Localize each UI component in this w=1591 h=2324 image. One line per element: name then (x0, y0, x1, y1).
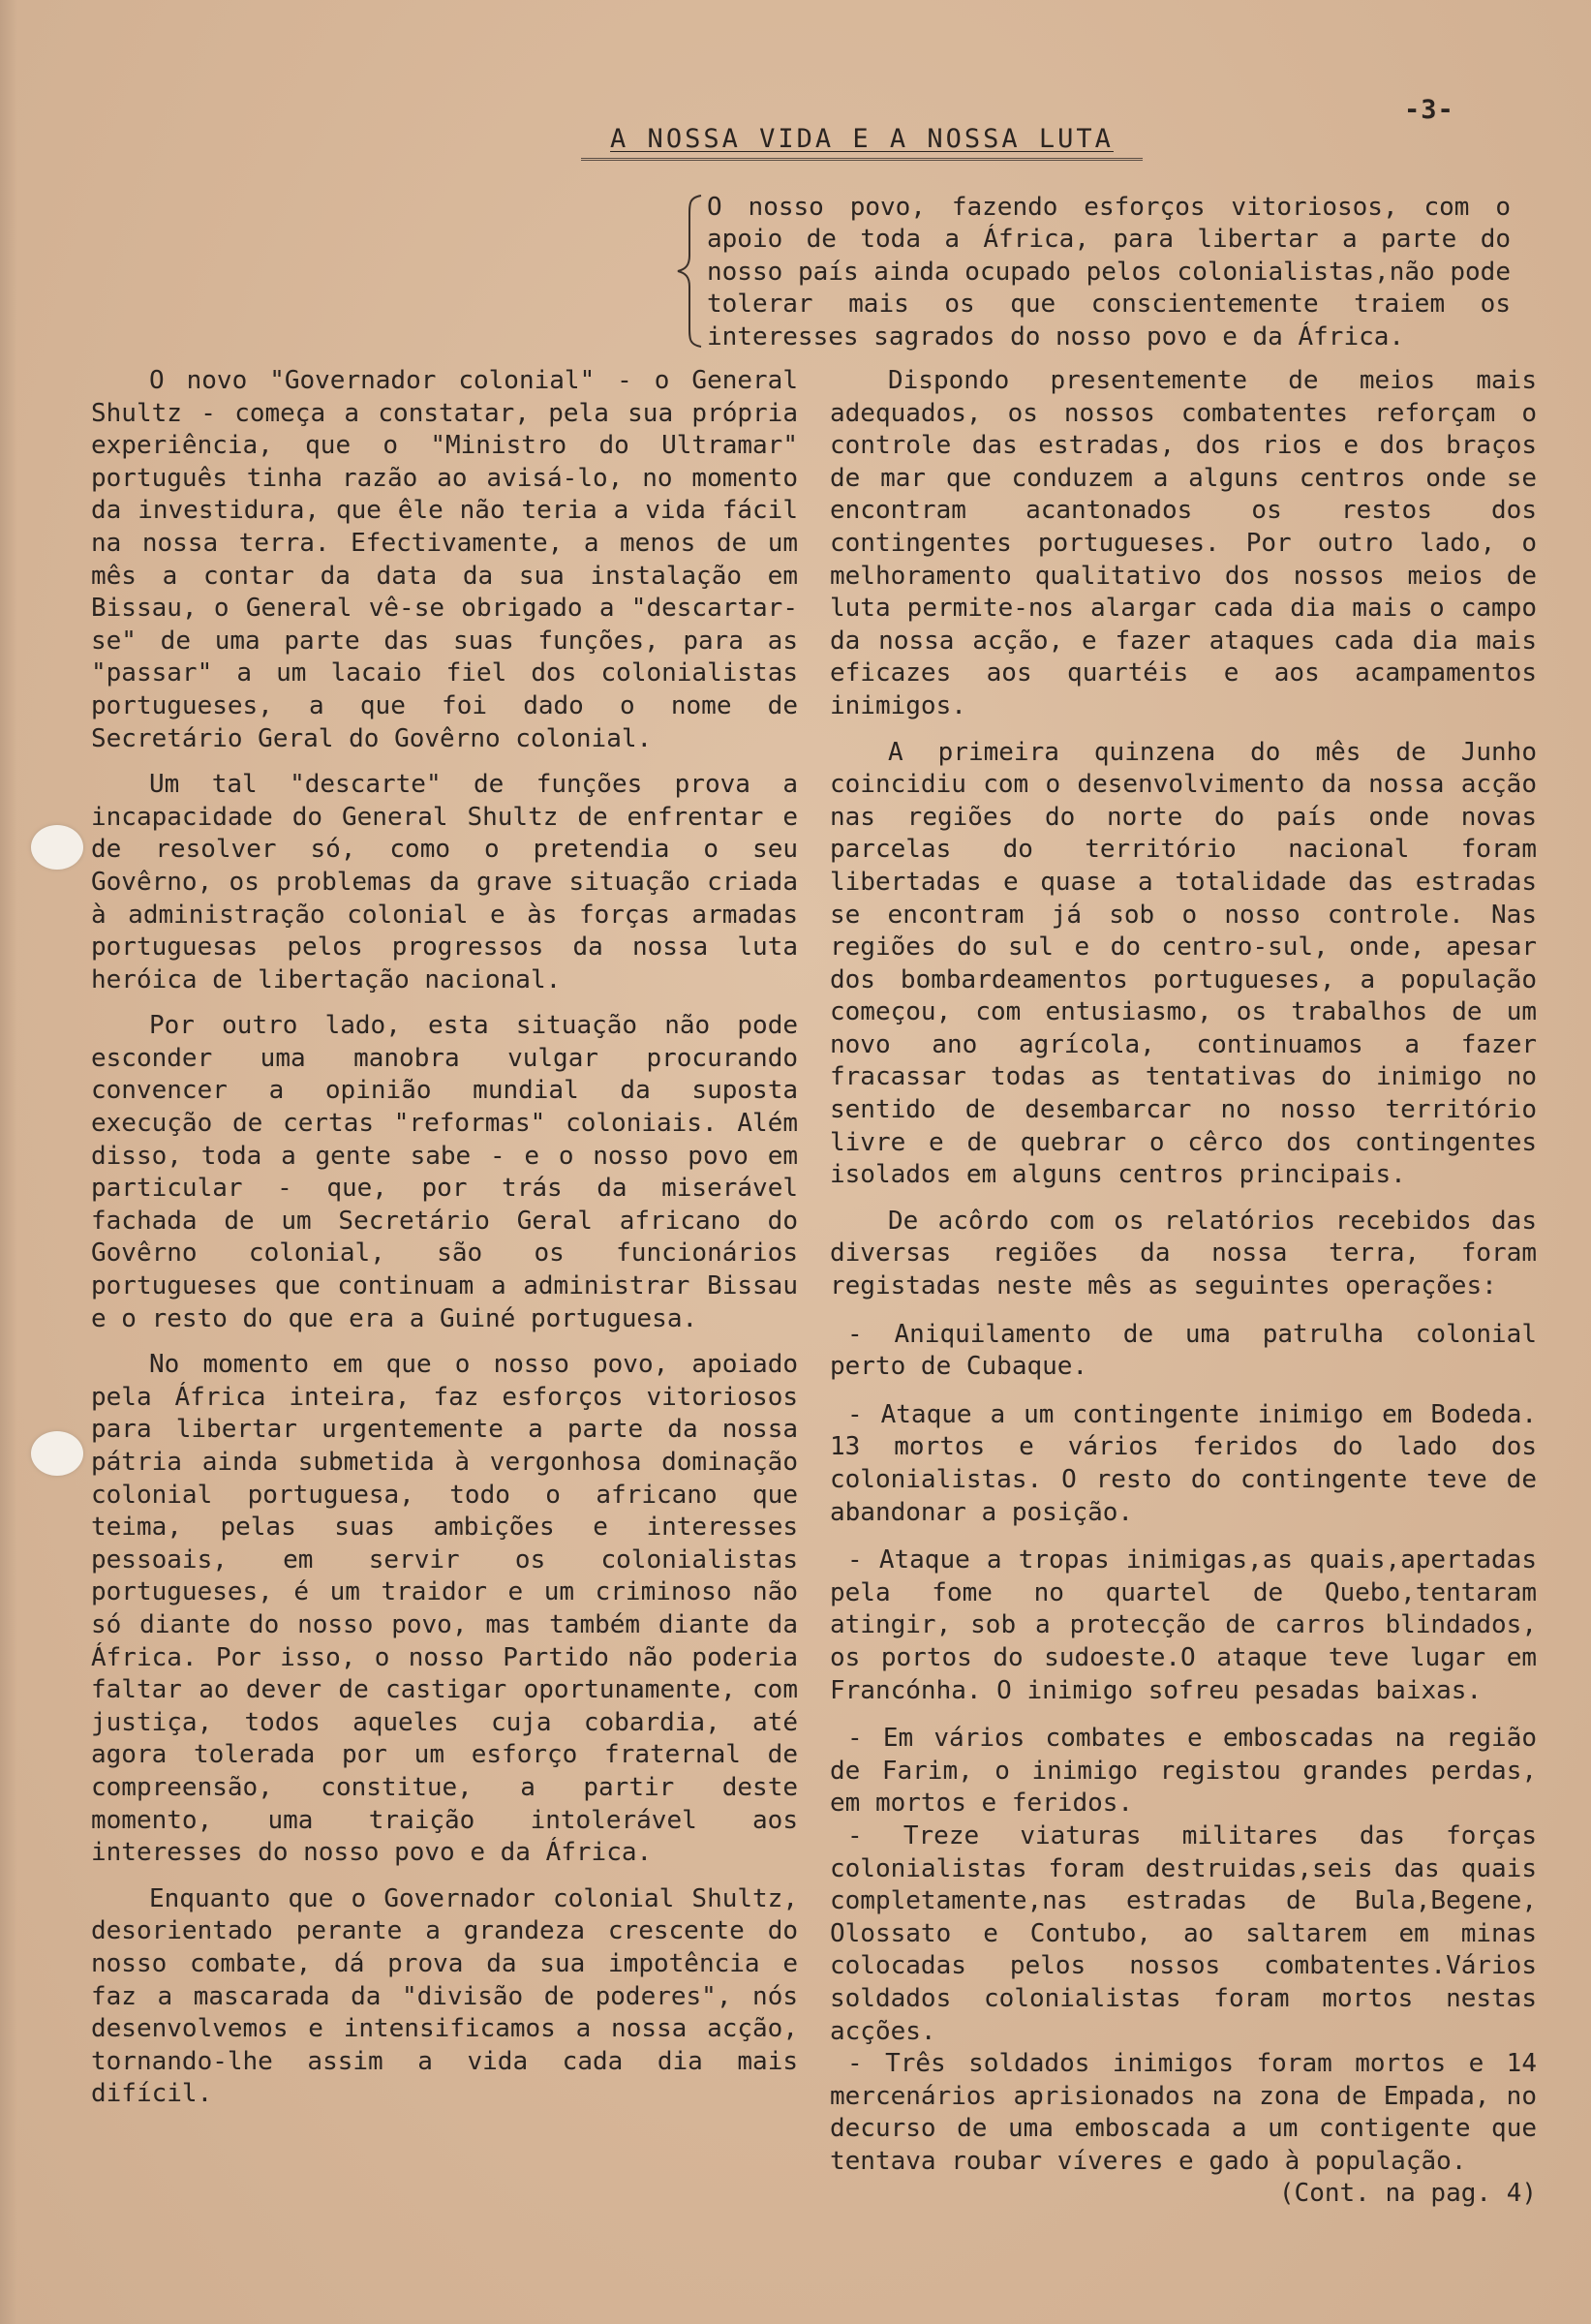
right-paragraph-1: Dispondo presentemente de meios mais adequados, os nossos combatentes reforçam o controle das estradas, dos rios e dos braços de mar que conduzem a alguns centros onde se encontram acantonados os restos dos contingentes portugueses. Por outro lado, o melhoramento qualitativo dos nossos meios de luta permite-nos alargar cada dia mais o campo da nossa acção, e fazer ataques cada dia mais eficazes aos quartéis e aos acampamentos inimigos. (830, 366, 1537, 720)
page-edge-shadow (0, 0, 17, 2324)
article-header (581, 124, 1143, 161)
left-paragraph-3: Por outro lado, esta situação não pode esconder uma manobra vulgar procurando convencer a opinião mundial da suposta execução de certas "reformas" coloniais. Além disso, toda a gente sabe - e o nosso povo em particular - que, por trás da miserável fachada de um Secretário Geral africano do Govêrno colonial, são os funcionários portugueses que continuam a administrar Bissau e o resto do que era a Guiné portuguesa. (91, 1011, 798, 1333)
operation-item: - Treze viaturas militares das forças colonialistas foram destruidas,seis das quais completamente,nas estradas de Bula,Begene, Olossato e Contubo, ao saltarem em minas colocadas pelos nossos combatentes.Vários soldados colonialistas foram mortos nestas acções. (830, 1820, 1537, 2046)
left-paragraph-4: No momento em que o nosso povo, apoiado pela África inteira, faz esforços vitoriosos para libertar urgentemente a parte da nossa pátria ainda submetida à vergonhosa dominação colonial portuguesa, todo o africano que teima, pelas suas ambições e interesses pessoais, em servir os colonialistas portugueses, é um traidor e um criminoso não só diante do nosso povo, mas também diante da África. Por isso, o nosso Partido não poderia faltar ao dever de castigar oportunamente, com justiça, todos aqueles cuja cobardia, até agora tolerada por um esforço fraternal de compreensão, constitue, a partir deste momento, uma traição intolerável aos interesses do nosso povo e da África. (91, 1350, 798, 1868)
operation-item: - Ataque a tropas inimigas,as quais,apertadas pela fome no quartel de Quebo,tentaram atingir, sob a protecção de carros blindados, os portos do sudoeste.O ataque teve lugar em Francónha. O inimigo sofreu pesadas baixas. (830, 1545, 1537, 1705)
right-paragraph-3: De acôrdo com os relatórios recebidos das diversas regiões da nossa terra, foram registadas neste mês as seguintes operações: (830, 1206, 1537, 1301)
right-paragraph-2: A primeira quinzena do mês de Junho coincidiu com o desenvolvimento da nossa acção nas regiões do norte do país onde novas parcelas do território nacional foram libertadas e quase a totalidade das estradas se encontram já sob o nosso controle. Nas regiões do sul e do centro-sul, onde, apesar dos bombardeamentos portugueses, a população começou, com entusiasmo, os trabalhos de um novo ano agrícola, continuamos a fazer fracassar todas as tentativas do inimigo no sentido de desembarcar no nosso território livre e de quebrar o cêrco dos contingentes isolados em alguns centros principais. (830, 737, 1537, 1190)
curly-brace-icon (672, 192, 709, 351)
punch-hole-top (31, 825, 83, 870)
epigraph: O nosso povo, fazendo esforços vitoriosos, com o apoio de toda a África, para libertar a parte do nosso país ainda ocupado pelos colonialistas,não pode tolerar mais os que conscientemente traiem os interesses sagrados do nosso povo e da África. (707, 193, 1511, 352)
operation-item: - Três soldados inimigos foram mortos e 14 mercenários aprisionados na zona de Empada, no decurso de uma emboscada a um contigente que tentava roubar víveres e gado à população. (830, 2049, 1537, 2176)
operation-item: - Aniquilamento de uma patrulha colonial perto de Cubaque. (830, 1319, 1537, 1382)
article-title: A NOSSA VIDA E A NOSSA LUTA (610, 124, 1114, 154)
left-paragraph-2: Um tal "descarte" de funções prova a incapacidade do General Shultz de enfrentar e de resolver só, como o pretendia o seu Govêrno, os problemas da grave situação criada à administração colonial e às forças armadas portuguesas pelos progressos da nossa luta heróica de libertação nacional. (91, 770, 798, 994)
left-column (91, 365, 798, 2111)
title-double-rule (581, 158, 1143, 161)
operation-item: - Em vários combates e emboscadas na região de Farim, o inimigo registou grandes perdas, em mortos e feridos. (830, 1724, 1537, 1819)
left-paragraph-1: O novo "Governador colonial" - o General Shultz - começa a constatar, pela sua própria experiência, que o "Ministro do Ultramar" português tinha razão ao avisá-lo, no momento da investidura, que êle não teria a vida fácil na nossa terra. Efectivamente, a menos de um mês a contar da data da sua instalação em Bissau, o General vê-se obrigado a "descartar-se" de uma parte das suas funções, para as "passar" a um lacaio fiel dos colonialistas portugueses, a que foi dado o nome de Secretário Geral do Govêrno colonial. (91, 366, 798, 753)
punch-hole-bottom (31, 1431, 83, 1476)
left-paragraph-5: Enquanto que o Governador colonial Shultz, desorientado perante a grandeza crescente do nosso combate, dá prova da sua impotência e faz a mascarada da "divisão de poderes", nós desenvolvemos e intensificamos a nossa acção, tornando-lhe assim a vida cada dia mais difícil. (91, 1883, 798, 2109)
continuation-note: (Cont. na pag. 4) (1278, 2179, 1537, 2209)
right-column (830, 365, 1537, 2211)
operation-item: - Ataque a um contingente inimigo em Bodeda. 13 mortos e vários feridos do lado dos colonialistas. O resto do contingente teve de abandonar a posição. (830, 1399, 1537, 1527)
page-number: -3- (1404, 95, 1454, 125)
